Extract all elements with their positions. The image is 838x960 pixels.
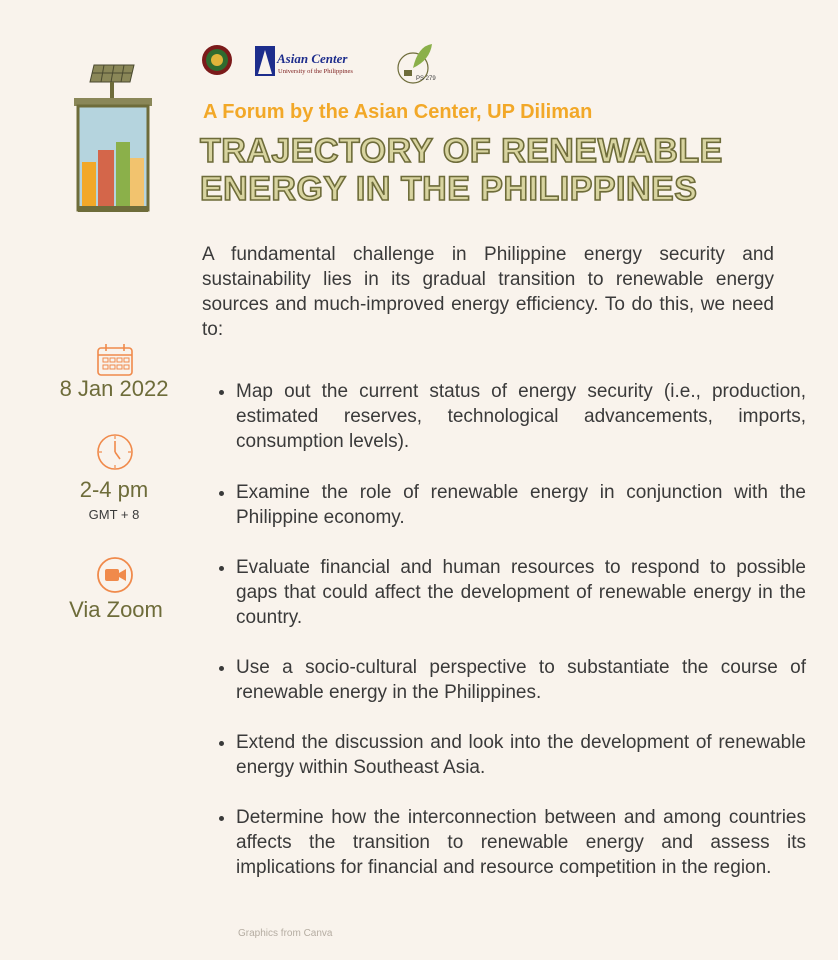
page-title [200, 132, 723, 208]
asian-center-logo [255, 46, 353, 76]
header-logos [200, 40, 440, 90]
ps279-logo [398, 44, 436, 83]
list-item: • Map out the current status of energy security (i.e., production, estimated reserves, technological advancements, imports, consumption levels). [236, 379, 806, 454]
list-item: • Evaluate financial and human resources to respond to possible gaps that could affect the development of renewable energy in the country. [236, 555, 806, 630]
list-item: • Use a socio-cultural perspective to substantiate the course of renewable energy in the Philippines. [236, 655, 806, 705]
asian-center-logo-sub: University of the Philippines [278, 68, 353, 75]
asian-center-logo-name: Asian Center [277, 51, 348, 66]
event-timezone: GMT + 8 [88, 507, 140, 522]
list-item: • Determine how the interconnection between and among countries affects the transition to renewable energy and assess its implications for financial and resource competition in the region. [236, 805, 806, 880]
title-line-2: ENERGY IN THE PHILIPPINES [200, 170, 698, 208]
calendar-icon [96, 343, 134, 377]
up-seal-icon [202, 45, 232, 75]
graphics-credit: Graphics from Canva [238, 928, 333, 939]
solar-window-illustration [70, 62, 156, 214]
event-date: 8 Jan 2022 [59, 376, 169, 401]
solar-panel-icon [90, 65, 134, 100]
clock-icon [96, 433, 134, 471]
forum-subtitle: A Forum by the Asian Center, UP Diliman [203, 101, 593, 123]
objectives-list [202, 379, 806, 880]
title-line-1: TRAJECTORY OF RENEWABLE [200, 132, 723, 170]
list-item: • Extend the discussion and look into the development of renewable energy within Southeast Asia. [236, 730, 806, 780]
intro-paragraph: A fundamental challenge in Philippine energy security and sustainability lies in its gradual transition to renewable energy sources and much-improved energy efficiency. To do this, we need to: [202, 244, 774, 340]
event-platform: Via Zoom [69, 597, 163, 622]
ps279-logo-text: PS 279 [416, 76, 436, 82]
event-time: 2-4 pm [79, 477, 149, 502]
video-camera-icon [96, 556, 134, 594]
list-item: • Examine the role of renewable energy in conjunction with the Philippine economy. [236, 480, 806, 530]
